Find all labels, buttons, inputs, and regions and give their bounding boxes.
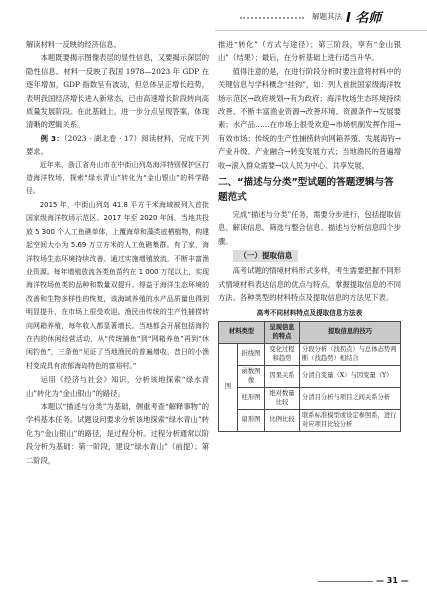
header-section-label: 解题其法 bbox=[312, 12, 342, 21]
page-number: — 31 — bbox=[376, 576, 409, 585]
table-row bbox=[219, 387, 401, 409]
table-cell: 分清自变量（X）与因变量（Y） bbox=[300, 365, 401, 387]
table-cell: 因果关系 bbox=[265, 365, 300, 387]
table-group-cell: 图 bbox=[219, 343, 238, 431]
section-title: 二、“描述与分类”型试题的答题逻辑与答题范式 bbox=[218, 177, 394, 204]
table-row bbox=[219, 343, 401, 365]
subsection-title: （一）提取信息 bbox=[233, 250, 298, 262]
table-header-cell: 提取信息的技巧 bbox=[300, 321, 401, 343]
paragraph: 本题既要揭示图像表层的显性信息，又要揭示深层的隐性信息。材料一反映了我国 1978—2023 年 GDP 在逐年增加，GDP 指数呈有波动，但总体呈正增长趋势，表明我国经济增长进入新常态，已由高速增长阶段转向高质量发展阶段。在此基础上，进一步分点呈现答案，体现清晰的逻辑关系。 bbox=[26, 53, 209, 130]
table-header-row bbox=[219, 321, 401, 343]
paragraph: 值得注意的是，在进行阶段分析时要注意将材料中的关键信息与学科概念“挂钩”，如：列人首批国家级海洋牧场示范区→政府规划→有为政府；海洋牧场生态环境持续改善、不断丰富渔业资源→改善环境、资源条件→发展要素；水产品……在市场上很受欢迎→市场机制发挥作用→有效市场；传统的生产性捕捞转向网箱养殖、发展海钓→产业升级、产业融合→转变发展方式；当地渔民的普遍增收→滚入群众需要→以人民为中心、共享发展。 bbox=[218, 66, 401, 170]
table-cell: 柱形图 bbox=[238, 387, 265, 409]
page-header bbox=[0, 0, 427, 32]
table-cell: 联系标准模型或设定参照系，进行对应项目比较分析 bbox=[300, 409, 401, 431]
left-column bbox=[26, 38, 209, 467]
example-prompt bbox=[26, 132, 209, 159]
paragraph: 解读材料一反映的经济信息。 bbox=[26, 40, 121, 49]
table-cell: 分段分析（找拐点）与总体态势判断（找趋势）相结合 bbox=[300, 343, 401, 365]
table-row bbox=[219, 365, 401, 387]
table-cell: 比例比较 bbox=[265, 409, 300, 431]
table-header-cell: 呈现信息的特点 bbox=[265, 321, 300, 343]
material-paragraph: 2015 年，中街山列岛 41.8 平方千米海域被列入首批国家级海洋牧场示范区。2017 年至 2020 年间，当地共投放 5 300 个人工鱼礁单体，上覆海草和藻类底栖植物，构建起空间大小为 5.69 万立方米的人工鱼礁集群。有了家，海洋牧场生态环境持续改善。通过实施增殖放流，不断丰富渔业资源。每年增殖放流各类鱼苗约在 1 000 万尾以上，实现海洋牧场鱼类的品种和数量双提升。得益于海洋生态环境的改善和生物多样性的恢复，该海域养殖的水产品质量也得到明显提升，在市场上很受欢迎。渔民由传统的生产性捕捞转向网箱养殖，每年收入都显著增长。当地都会开展包括海钓在内的休闲经营活动，从“传统捕鱼”到“网箱养鱼”再到“休闲钓鱼”，三条鱼“见证了当地渔民的普遍增收，昔日的小渔村变成具有浓郁海岛特色的富裕村。” bbox=[26, 200, 209, 370]
table-cell: 变化过程和趋势 bbox=[265, 343, 300, 365]
material-paragraph: 近年来，浙江省舟山市在中街山列岛海洋特别保护区打造海洋牧场，探索“绿水青山”转化为“金山银山”的科学路径。 bbox=[26, 160, 209, 196]
right-column bbox=[218, 38, 401, 432]
paragraph: 推进“转化”（方式与途径）；第三阶段，享有“金山银山”（结果）；最后，在分析基础上进行适当升华。 bbox=[218, 40, 401, 63]
footer-rule bbox=[318, 581, 373, 582]
paragraph: 高考试题的情境材料形式多样，考生需要把握不同形式情境材料表达信息的优点与特点，掌握提取信息的不同方法。各种类型的材料特点及提取信息的方法见下表。 bbox=[218, 266, 401, 303]
table-caption: 高考不同材料特点及提取信息方法表 bbox=[256, 308, 363, 317]
paragraph: 完成“描述与分类”任务，需要分步进行，包括提取信息、解读信息、筛选与整合信息、描述与分析信息四个步骤。 bbox=[218, 210, 401, 246]
example-text: （2023 · 湖北卷 · 17）阅读材料，完成下列要求。 bbox=[26, 133, 210, 157]
table-cell: 绝对数量比较 bbox=[265, 387, 300, 409]
table-cell: 折线图 bbox=[238, 343, 265, 365]
paragraph: 运用《经济与社会》知识，分析该地探索“绿水青山”转化为“金山银山”的路径。 bbox=[26, 375, 209, 398]
table-header-cell: 材料类型 bbox=[219, 321, 265, 343]
header-column-name: I 名师 bbox=[346, 11, 382, 26]
table-cell: 函数图像 bbox=[238, 365, 265, 387]
header-dotted-rule bbox=[240, 17, 304, 23]
example-label: 例 3： bbox=[40, 133, 64, 143]
table-row bbox=[219, 409, 401, 431]
table-cell: 分清目分析与项目之间关系分析 bbox=[300, 387, 401, 409]
material-method-table bbox=[218, 321, 401, 432]
table-cell: 扇形图 bbox=[238, 409, 265, 431]
paragraph: 本题以“描述与分类”为基础，侧重考查“解释事物”的学科基本任务。试题设问要求分析该地探索“绿水青山”转化为“金山银山”的路径，是过程分析。过程分析通常以阶段分析为基础：第一阶段，建设“绿水青山”（前提）；第二阶段， bbox=[26, 401, 209, 465]
header-rule bbox=[215, 30, 427, 31]
